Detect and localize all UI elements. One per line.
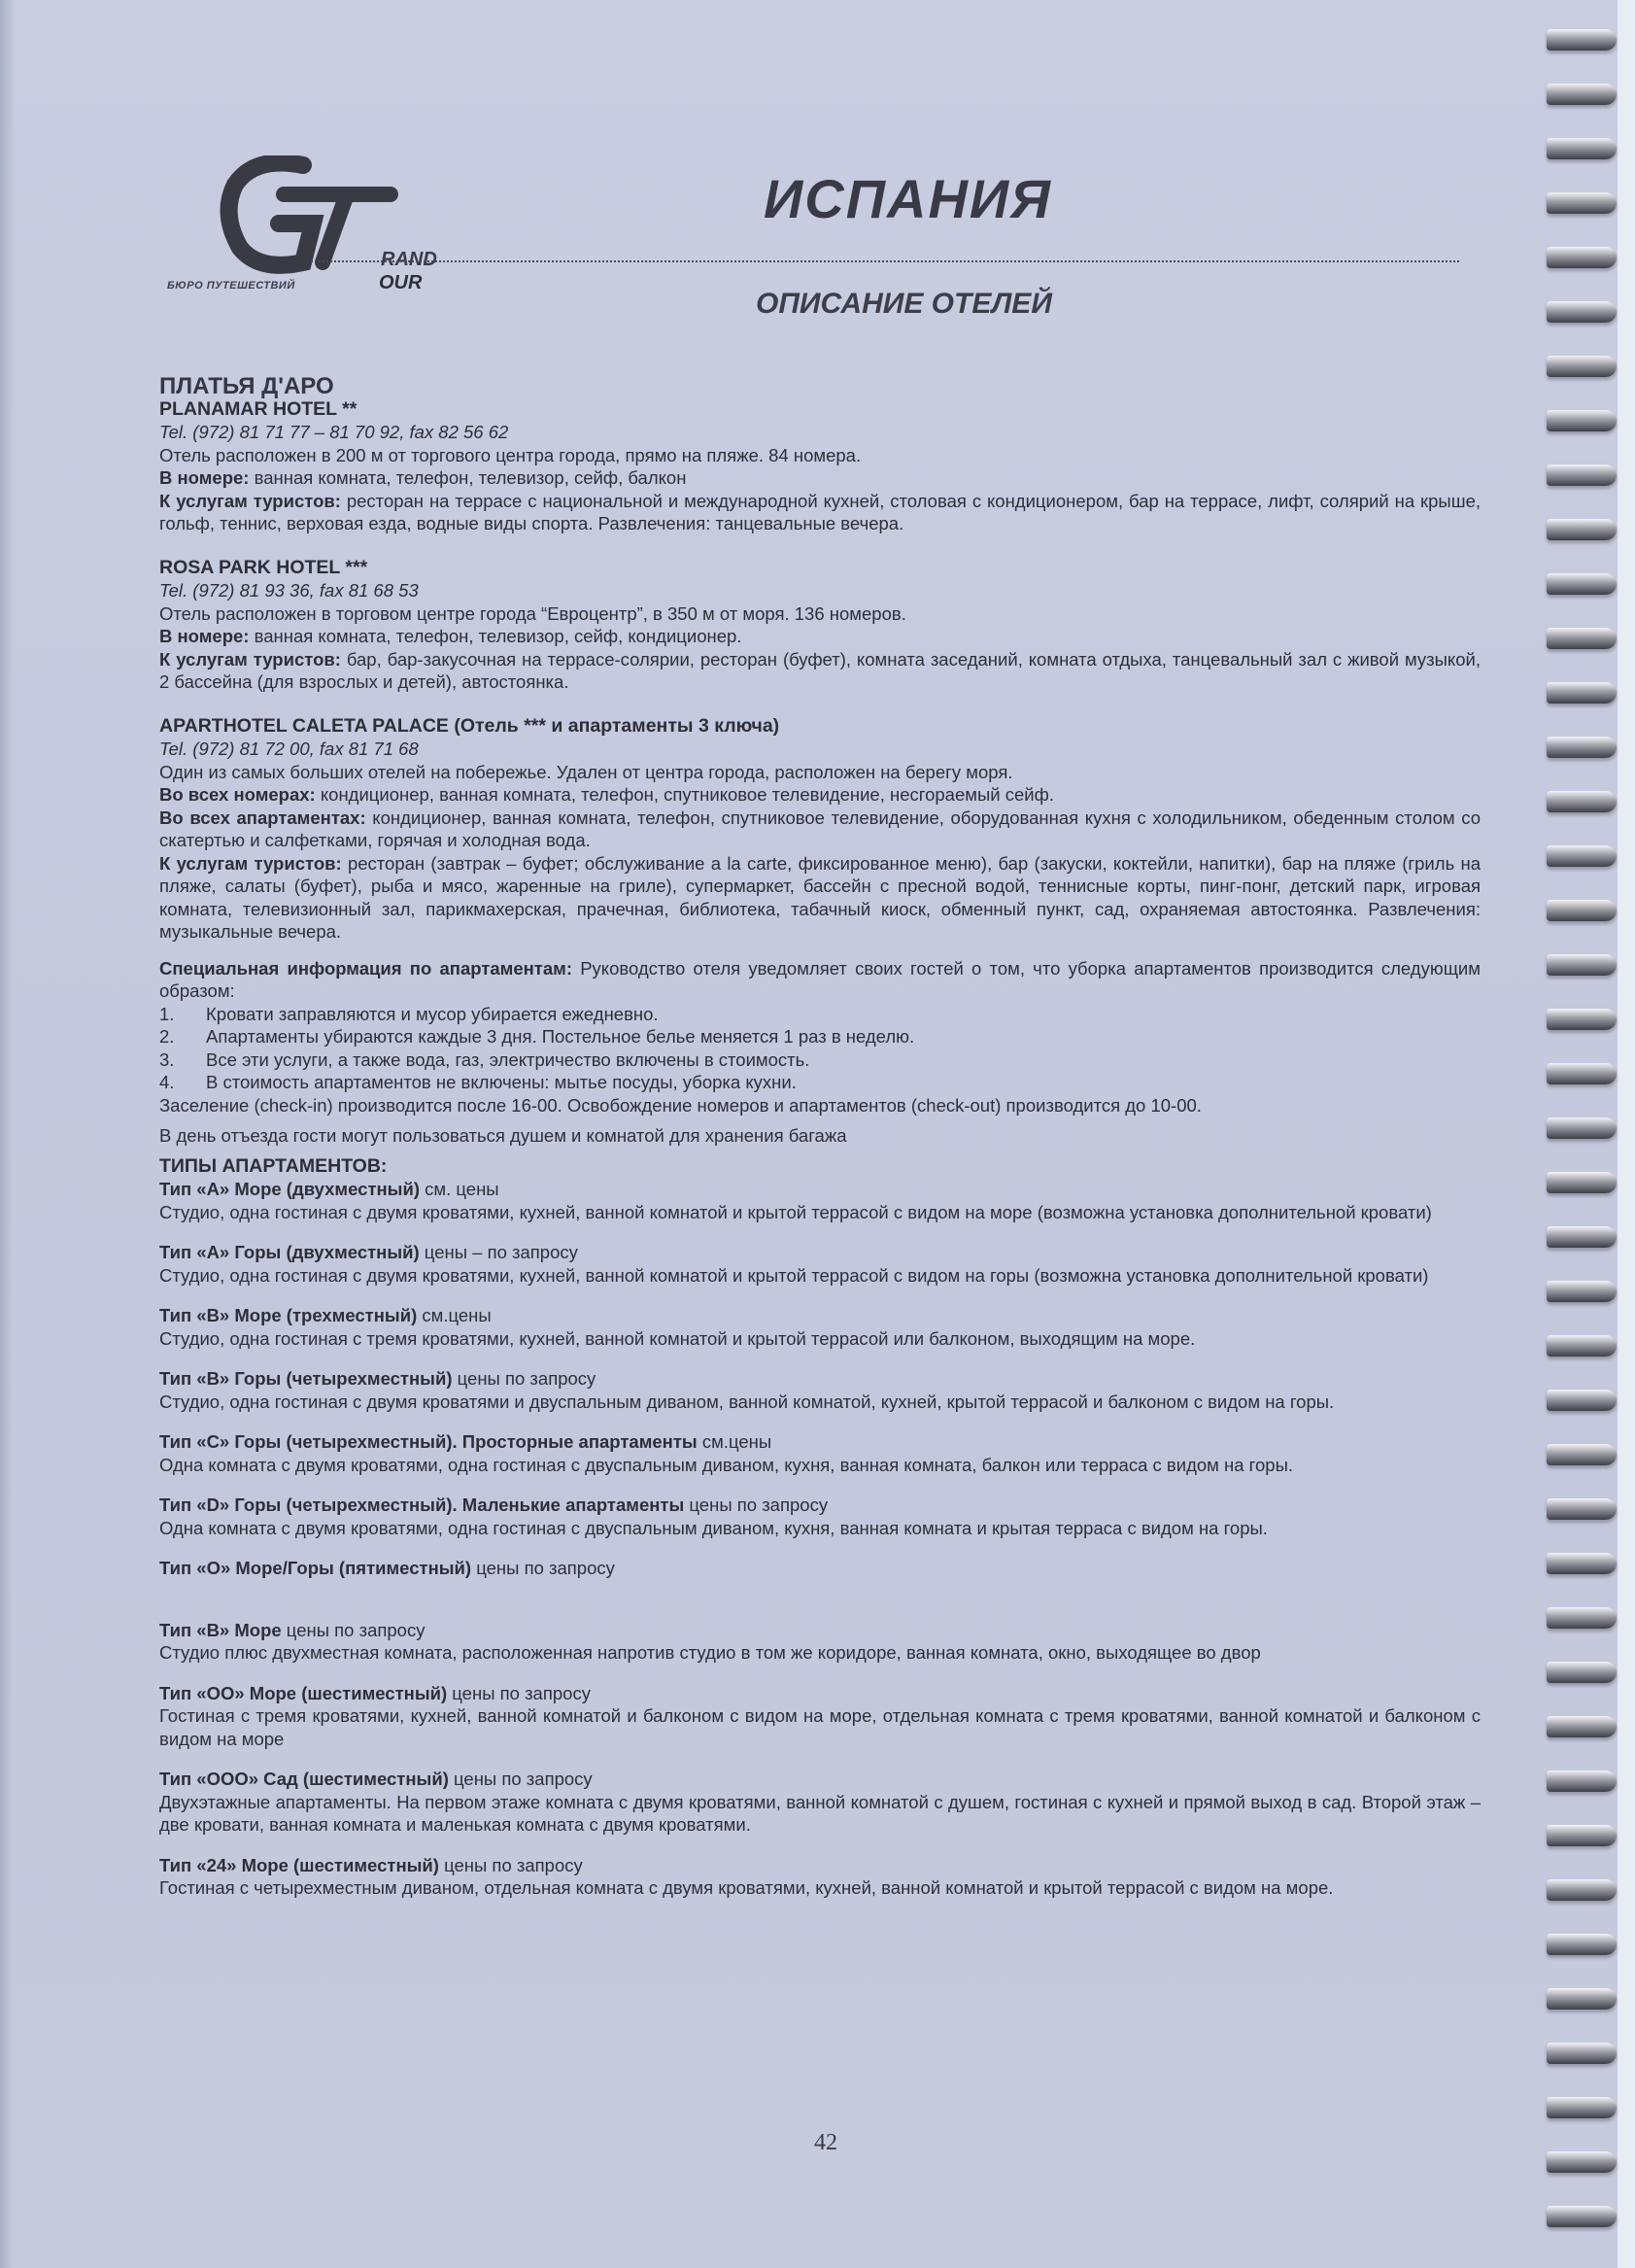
spiral-ring <box>1547 1607 1617 1629</box>
apartment-type-title: Тип «А» Горы (двухместный) <box>159 1242 420 1262</box>
hotel-contacts: Tel. (972) 81 71 77 – 81 70 92, fax 82 56 62 <box>159 422 509 442</box>
list-item <box>159 1071 1481 1094</box>
services-label: К услугам туристов: <box>159 490 341 511</box>
spiral-ring <box>1547 737 1617 758</box>
hotel-room-amenities <box>159 625 1481 648</box>
list-item <box>159 1003 1481 1026</box>
list-number: 1. <box>159 1003 175 1024</box>
apartment-type-title: Тип «В» Горы (четырехместный) <box>159 1368 453 1389</box>
apartment-type <box>159 1682 1481 1751</box>
spiral-ring <box>1547 1825 1617 1846</box>
apartment-type <box>159 1494 1481 1539</box>
spiral-ring <box>1547 1879 1617 1901</box>
spiral-ring <box>1547 1444 1617 1465</box>
list-item <box>159 1048 1481 1072</box>
apartment-type-price-note: цены – по запросу <box>419 1242 578 1262</box>
list-text: Апартаменты убираются каждые 3 дня. Постельное белье меняется 1 раз в неделю. <box>206 1026 915 1047</box>
hotel-services <box>159 852 1481 944</box>
list-text: Все эти услуги, а также вода, газ, электричество включены в стоимость. <box>206 1048 810 1070</box>
apartment-type-title: Тип «С» Горы (четырехместный). Просторные апартаменты <box>159 1431 698 1452</box>
spiral-ring <box>1547 2151 1617 2173</box>
hotel-apartment-amenities <box>159 807 1481 852</box>
header-divider <box>311 260 1459 262</box>
apartment-type-title: Тип «О» Море/Горы (пятиместный) <box>159 1558 472 1578</box>
hotel-block <box>159 398 1481 535</box>
amenities-label: В номере: <box>159 626 250 646</box>
spiral-ring <box>1547 84 1617 105</box>
apartment-type-description: Одна комната с двумя кроватями, одна гостиная с двуспальным диваном, кухня, ванная комната и крытая терраса с видом на горы. <box>159 1517 1268 1538</box>
apartment-type-price-note: цены по запросу <box>281 1619 426 1640</box>
spiral-ring <box>1547 356 1617 377</box>
amenities-text: ванная комната, телефон, телевизор, сейф, балкон <box>249 467 687 488</box>
apartment-type <box>159 1619 1481 1665</box>
apartment-type-description: Гостиная с тремя кроватями, кухней, ванной комнатой и балконом с видом на море, отдельная комната с тремя кроватями, ванной комнатой и балконом с видом на море <box>159 1705 1481 1749</box>
apartment-type-title: Тип «В» Море (трехместный) <box>159 1305 418 1325</box>
apartment-type <box>159 1304 1481 1350</box>
document-body <box>159 375 1481 1917</box>
hotel-description: Отель расположен в 200 м от торгового центра города, прямо на пляже. 84 номера. <box>159 444 862 465</box>
services-text: ресторан на террасе с национальной и международной кухней, столовая с кондиционером, бар на террасе, лифт, солярий на крыше, гольф, теннис, верховая езда, водные виды спорта. Развлечения: танцевальные вечера. <box>159 490 1481 533</box>
spiral-ring <box>1547 1716 1617 1737</box>
spiral-ring <box>1547 1117 1617 1139</box>
services-text: бар, бар-закусочная на террасе-солярии, ресторан (буфет), комната заседаний, комната отдыха, танцевальный зал с живой музыкой, 2 бассейна (для взрослых и детей), автостоянка. <box>159 648 1482 692</box>
spiral-ring <box>1547 29 1617 51</box>
list-text: В стоимость апартаментов не включены: мытье посуды, уборка кухни. <box>206 1072 797 1092</box>
rooms-label: Во всех номерах: <box>159 784 316 805</box>
apartment-type <box>159 1241 1481 1287</box>
spiral-ring <box>1547 900 1617 921</box>
list-text: Кровати заправляются и мусор убирается ежедневно. <box>206 1003 659 1024</box>
apartment-type-description: Студио, одна гостиная с двумя кроватями, кухней, ванной комнатой и крытой террасой с видом на море (возможна установка дополнительной кровати) <box>159 1201 1432 1222</box>
apartment-type-description: Гостиная с четырехместным диваном, отдельная комната с двумя кроватями, кухней, ванной комнатой и крытой террасой с видом на море. <box>159 1877 1334 1898</box>
checkin-info: Заселение (check-in) производится после 16-00. Освобождение номеров и апартаментов (check-out) производится до 10-00. <box>159 1094 1202 1116</box>
apartment-type-price-note: см. цены <box>420 1179 499 1199</box>
logo-brand-top: RAND <box>381 249 437 270</box>
page-number: 42 <box>814 2130 837 2155</box>
apartment-type-price-note: цены по запросу <box>447 1682 591 1703</box>
apartment-type-description: Студио плюс двухместная комната, расположенная напротив студио в том же коридоре, ванная комната, окно, выходящее во двор <box>159 1642 1261 1663</box>
services-text: ресторан (завтрак – буфет; обслуживание a la carte, фиксированное меню), бар (закуски, коктейли, напитки), бар на пляже (гриль на пляже, салаты (буфет), рыба и мясо, жаренные на гриле), супермаркет, бассейн с пресной водой, теннисные корты, пинг-понг, детский парк, игровая комната, телевизионный зал, парикмахерская, прачечная, библиотека, табачный киоск, обменный пункт, сад, охраняемая автостоянка. Развлечения: музыкальные вечера. <box>159 852 1481 942</box>
grand-tour-logo <box>167 155 459 301</box>
services-label: К услугам туристов: <box>159 852 342 874</box>
spiral-ring <box>1547 192 1617 214</box>
spiral-ring <box>1547 954 1617 976</box>
apartment-type-title: Тип «D» Горы (четырехместный). Маленькие апартаменты <box>159 1495 685 1515</box>
apartment-type-price-note: см.цены <box>697 1431 772 1452</box>
list-number: 2. <box>159 1026 175 1047</box>
hotel-block <box>159 715 1481 944</box>
apartment-type-price-note: цены по запросу <box>438 1854 583 1875</box>
list-item <box>159 1025 1481 1048</box>
page-subtitle: ОПИСАНИЕ ОТЕЛЕЙ <box>756 288 1052 320</box>
hotel-room-amenities <box>159 783 1481 807</box>
apartment-type-description: Студио, одна гостиная с двумя кроватями и двуспальным диваном, ванной комнатой, кухней, крытой террасой и балконом с видом на горы. <box>159 1391 1335 1412</box>
apartment-type-price-note: цены по запросу <box>452 1368 596 1389</box>
spiral-ring <box>1547 138 1617 159</box>
list-number: 4. <box>159 1072 175 1092</box>
apartment-type-price-note: цены по запросу <box>684 1495 829 1515</box>
spiral-ring <box>1547 2043 1617 2064</box>
hotel-contacts: Tel. (972) 81 72 00, fax 81 71 68 <box>159 739 419 759</box>
hotel-name: PLANAMAR HOTEL ** <box>159 397 358 420</box>
spiral-ring <box>1547 1553 1617 1574</box>
spiral-ring <box>1547 1390 1617 1411</box>
apartment-type-header <box>159 1367 1481 1391</box>
services-label: К услугам туристов: <box>159 648 341 670</box>
special-info <box>159 957 1481 1148</box>
spiral-binding <box>1547 29 1624 2245</box>
spiral-ring <box>1547 845 1617 867</box>
logo-brand-bottom: OUR <box>379 272 423 293</box>
spiral-ring <box>1547 301 1617 323</box>
apartment-type-header <box>159 1241 1481 1264</box>
spiral-ring <box>1547 1498 1617 1520</box>
spiral-ring <box>1547 1770 1617 1792</box>
apartment-type-title: Тип «ОО» Море (шестиместный) <box>159 1682 448 1703</box>
apartment-type-description: Одна комната с двумя кроватями, одна гостиная с двуспальным диваном, кухня, ванная комната, балкон или терраса с видом на горы. <box>159 1454 1294 1475</box>
special-info-text: Руководство отеля уведомляет своих гостей о том, что уборка апартаментов производится следующим образом: <box>159 957 1481 1001</box>
apartment-type-header <box>159 1682 1481 1705</box>
departure-info: В день отъезда гости могут пользоваться душем и комнатой для хранения багажа <box>159 1125 847 1146</box>
hotel-block <box>159 557 1481 694</box>
spiral-ring <box>1547 1063 1617 1084</box>
amenities-text: ванная комната, телефон, телевизор, сейф, кондиционер. <box>249 626 742 646</box>
spiral-ring <box>1547 1281 1617 1302</box>
region-heading: ПЛАТЬЯ Д'АРО <box>159 373 334 399</box>
apartment-type-header <box>159 1619 1481 1642</box>
apartment-type-header <box>159 1557 1481 1580</box>
spiral-ring <box>1547 628 1617 649</box>
apartment-type-title: Тип «А» Море (двухместный) <box>159 1179 421 1199</box>
hotel-services <box>159 490 1481 535</box>
spiral-ring <box>1547 464 1617 486</box>
spiral-ring <box>1547 247 1617 268</box>
hotel-room-amenities <box>159 466 1481 490</box>
spiral-ring <box>1547 1934 1617 1955</box>
spiral-ring <box>1547 682 1617 704</box>
apartment-type-header <box>159 1768 1481 1791</box>
apartment-type-title: Тип «24» Море (шестиместный) <box>159 1854 439 1875</box>
spiral-ring <box>1547 791 1617 812</box>
apartment-type <box>159 1768 1481 1837</box>
apartment-type-description: Двухэтажные апартаменты. На первом этаже комната с двумя кроватями, ванной комнатой с душем, гостиная с кухней и прямой выход в сад. Второй этаж – две кровати, ванная комната и маленькая комната с двумя кроватями. <box>159 1791 1481 1835</box>
apartment-type-title: Тип «В» Море <box>159 1619 282 1640</box>
spiral-ring <box>1547 1172 1617 1193</box>
apartment-type <box>159 1430 1481 1476</box>
apartment-type-title: Тип «ООО» Сад (шестиместный) <box>159 1769 449 1789</box>
apartment-type-header <box>159 1430 1481 1454</box>
apartment-type <box>159 1178 1481 1223</box>
apartment-type-description: Студио, одна гостиная с двумя кроватями, кухней, ванной комнатой и крытой террасой с видом на горы (возможна установка дополнительной кровати) <box>159 1264 1429 1286</box>
apartment-type-header <box>159 1178 1481 1201</box>
spiral-ring <box>1547 1335 1617 1357</box>
list-number: 3. <box>159 1048 175 1070</box>
cleaning-list <box>159 1003 1481 1094</box>
apartments-text: кондиционер, ванная комната, телефон, спутниковое телевидение, оборудованная кухня с холодильником, обеденным столом со скатертью и салфетками, горячая и холодная вода. <box>159 807 1481 850</box>
special-info-label: Специальная информация по апартаментам: <box>159 957 572 979</box>
hotel-name: ROSA PARK HOTEL *** <box>159 556 368 578</box>
spiral-ring <box>1547 519 1617 540</box>
logo-tagline: БЮРО ПУТЕШЕСТВИЙ <box>167 280 295 292</box>
amenities-label: В номере: <box>159 467 250 488</box>
apartment-types-heading: ТИПЫ АПАРТАМЕНТОВ: <box>159 1154 388 1177</box>
apartments-label: Во всех апартаментах: <box>159 807 366 828</box>
apartment-type-price-note: см.цены <box>417 1305 492 1325</box>
page-title: ИСПАНИЯ <box>764 168 1052 229</box>
spiral-ring <box>1547 1226 1617 1248</box>
apartment-type <box>159 1854 1481 1900</box>
apartment-type <box>159 1367 1481 1413</box>
hotel-description: Отель расположен в торговом центре города “Евроцентр”, в 350 м от моря. 136 номеров. <box>159 602 906 624</box>
apartment-type <box>159 1557 1481 1580</box>
special-info-intro <box>159 957 1481 1003</box>
spiral-ring <box>1547 1988 1617 2010</box>
spiral-ring <box>1547 2206 1617 2227</box>
hotel-name: APARTHOTEL CALETA PALACE (Отель *** и апартаменты 3 ключа) <box>159 714 780 737</box>
hotel-contacts: Tel. (972) 81 93 36, fax 81 68 53 <box>159 580 419 601</box>
spiral-ring <box>1547 573 1617 595</box>
apartment-type-header <box>159 1304 1481 1327</box>
hotel-services <box>159 648 1481 694</box>
spiral-ring <box>1547 1009 1617 1030</box>
apartment-type-description: Студио, одна гостиная с тремя кроватями, кухней, ванной комнатой и крытой террасой или балконом, выходящим на море. <box>159 1327 1196 1349</box>
apartment-type-price-note: цены по запросу <box>448 1769 593 1789</box>
spiral-ring <box>1547 2097 1617 2118</box>
hotel-description: Один из самых больших отелей на побережье. Удален от центра города, расположен на берегу моря. <box>159 761 1013 782</box>
rooms-text: кондиционер, ванная комната, телефон, спутниковое телевидение, несгораемый сейф. <box>315 784 1054 805</box>
spiral-ring <box>1547 1662 1617 1683</box>
apartment-type-price-note: цены по запросу <box>471 1558 615 1578</box>
apartment-type-header <box>159 1854 1481 1877</box>
apartment-type-header <box>159 1494 1481 1517</box>
spiral-ring <box>1547 410 1617 431</box>
page-left-edge <box>0 0 14 2268</box>
